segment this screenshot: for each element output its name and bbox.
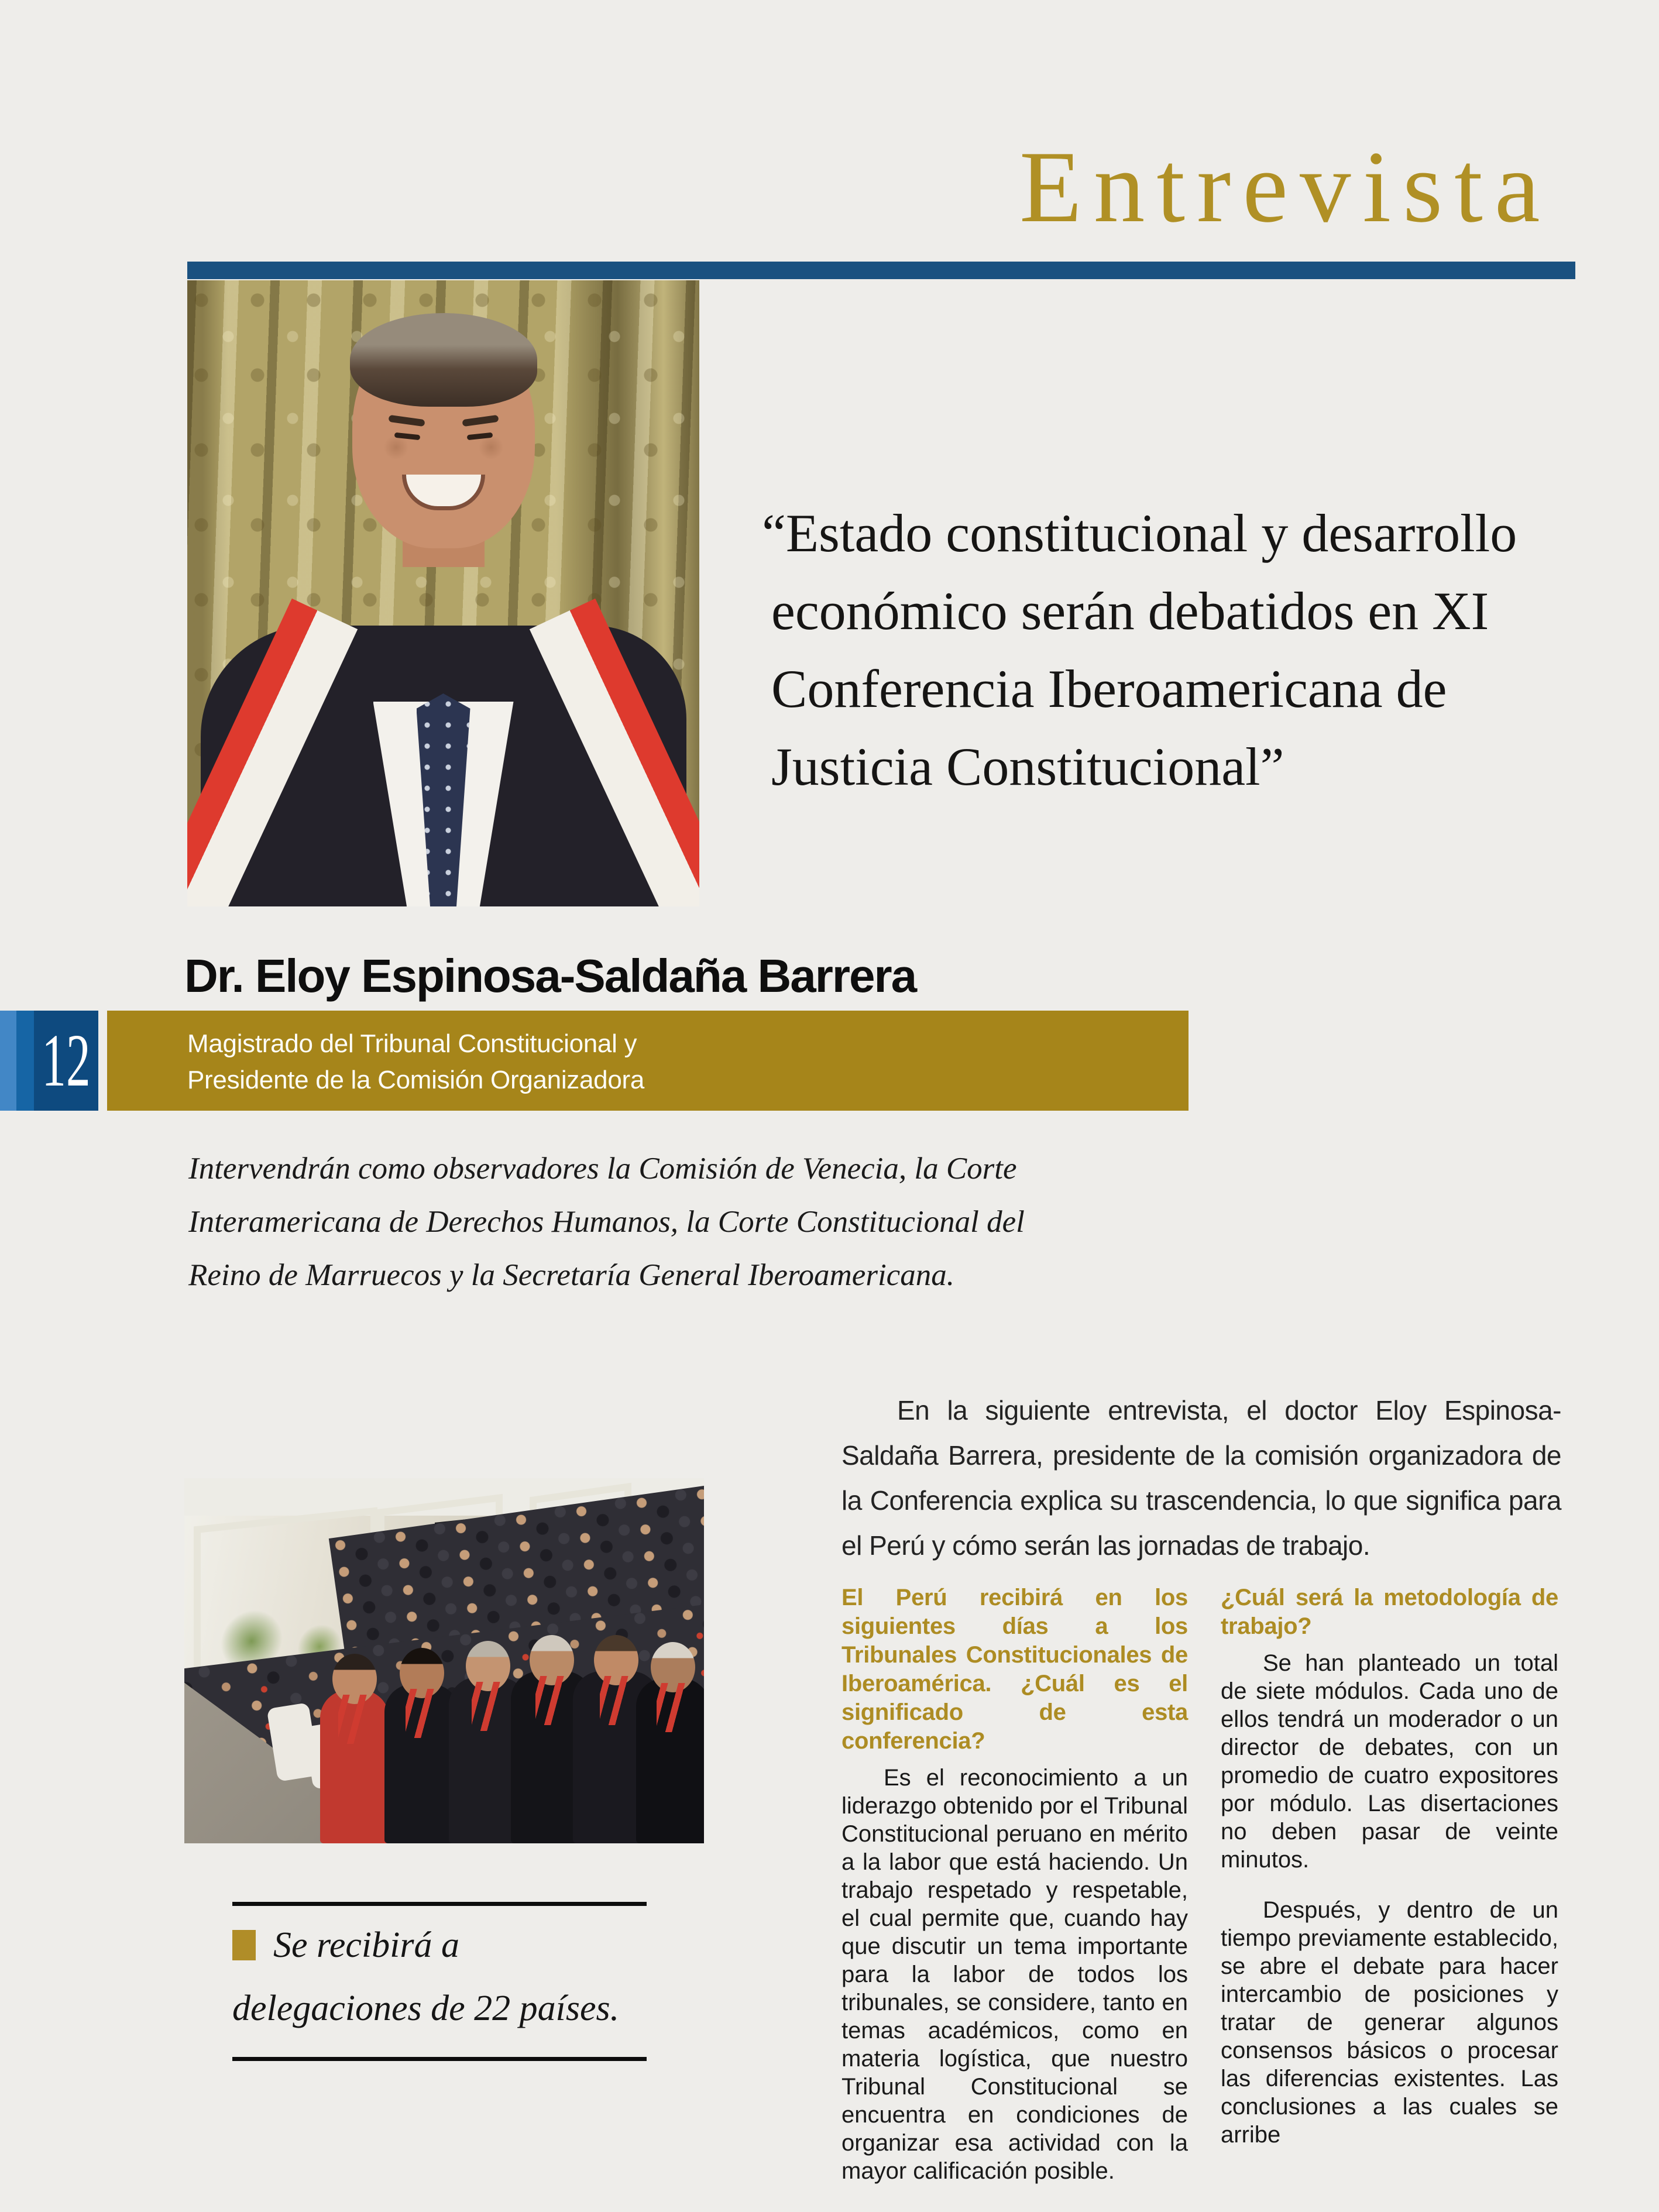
conference-photo (184, 1478, 704, 1843)
page-number-block (34, 1011, 98, 1111)
question-2: ¿Cuál será la metodología de trabajo? (1221, 1585, 1558, 1639)
page-number-tab (0, 1011, 98, 1111)
qa-column-left (841, 1584, 1188, 2207)
headline-quote: “Estado constitucional y desarrollo económico serán debatidos en XI Conferencia Iberoamericana de Justicia Constitucional” (762, 503, 1517, 796)
conference-person (320, 1690, 389, 1843)
portrait-smile (402, 475, 485, 510)
conference-person (384, 1684, 459, 1843)
question-1: El Perú recibirá en los siguientes días a los Tribunales Constitucionales de Iberoamérica. ¿Cuál es el significado de esta conferencia? (841, 1585, 1188, 1754)
interviewee-name: Dr. Eloy Espinosa-Saldaña Barrera (184, 950, 916, 1002)
portrait-eyebrow-left (388, 415, 425, 427)
pull-quote-line2: delegaciones de 22 países. (232, 1988, 620, 2028)
portrait-photo (187, 280, 699, 906)
header-rule (187, 262, 1575, 279)
square-bullet-icon (232, 1930, 256, 1960)
page-number: 12 (42, 1019, 91, 1102)
pull-quote-rule-top (232, 1902, 647, 1906)
interviewee-role-bar (107, 1011, 1189, 1111)
standfirst: Intervendrán como observadores la Comisión de Venecia, la Corte Interamericana de Derechos Humanos, la Corte Constitucional del Reino de Marruecos y la Secretaría General Iberoamericana. (188, 1152, 1025, 1292)
intro-paragraph: En la siguiente entrevista, el doctor Eloy Espinosa-Saldaña Barrera, presidente de la comisión organizadora de la Conferencia explica su trascendencia, lo que significa para el Perú y cómo serán las jornadas de trabajo. (841, 1395, 1561, 1561)
portrait-eyebrow-right (462, 415, 499, 427)
pull-quote-rule-bottom (232, 2057, 647, 2061)
conference-person (636, 1678, 704, 1843)
portrait-head (352, 319, 535, 548)
answer-1: Es el reconocimiento a un liderazgo obtenido por el Tribunal Constitucional peruano en mérito a la labor que está haciendo. Un trabajo respetado y respetable, el cual permite que, cuando hay que discutir un tema importante para la labor de todos los tribunales, se considere, tanto en temas académicos, como en materia logística, que nuestro Tribunal Constitucional se encuentra en condiciones de organizar esa actividad con la mayor calificación posible. (841, 1765, 1188, 2184)
pull-quote-text-line1: Se recibirá a (273, 1925, 459, 1965)
page-tab-light-blue-strip (0, 1011, 16, 1111)
interviewee-role-line2: Presidente de la Comisión Organizadora (187, 1066, 645, 1094)
interviewee-role-line1: Magistrado del Tribunal Constitucional y (187, 1029, 637, 1058)
pull-quote-line1 (232, 1914, 700, 1977)
portrait-eye-right (466, 432, 493, 441)
answer-2-paragraph-1: Se han planteado un total de siete módulos. Cada uno de ellos tendrá un moderador o un director de debates, con un promedio de cuatro expositores por módulo. Las disertaciones no deben pasar de veinte minutos. (1221, 1650, 1558, 1873)
qa-column-right (1221, 1584, 1558, 2171)
portrait-hair (350, 313, 537, 407)
pull-quote (232, 1914, 700, 2040)
answer-2-paragraph-2: Después, y dentro de un tiempo previamente establecido, se abre el debate para hacer intercambio de posiciones y tratar de generar algunos consensos básicos o procesar las diferencias existentes. Las conclusiones a las cuales se arribe (1221, 1897, 1558, 2148)
section-title: Entrevista (1019, 130, 1552, 243)
portrait-eye-left (394, 432, 420, 441)
page-tab-mid-blue-strip (16, 1011, 34, 1111)
